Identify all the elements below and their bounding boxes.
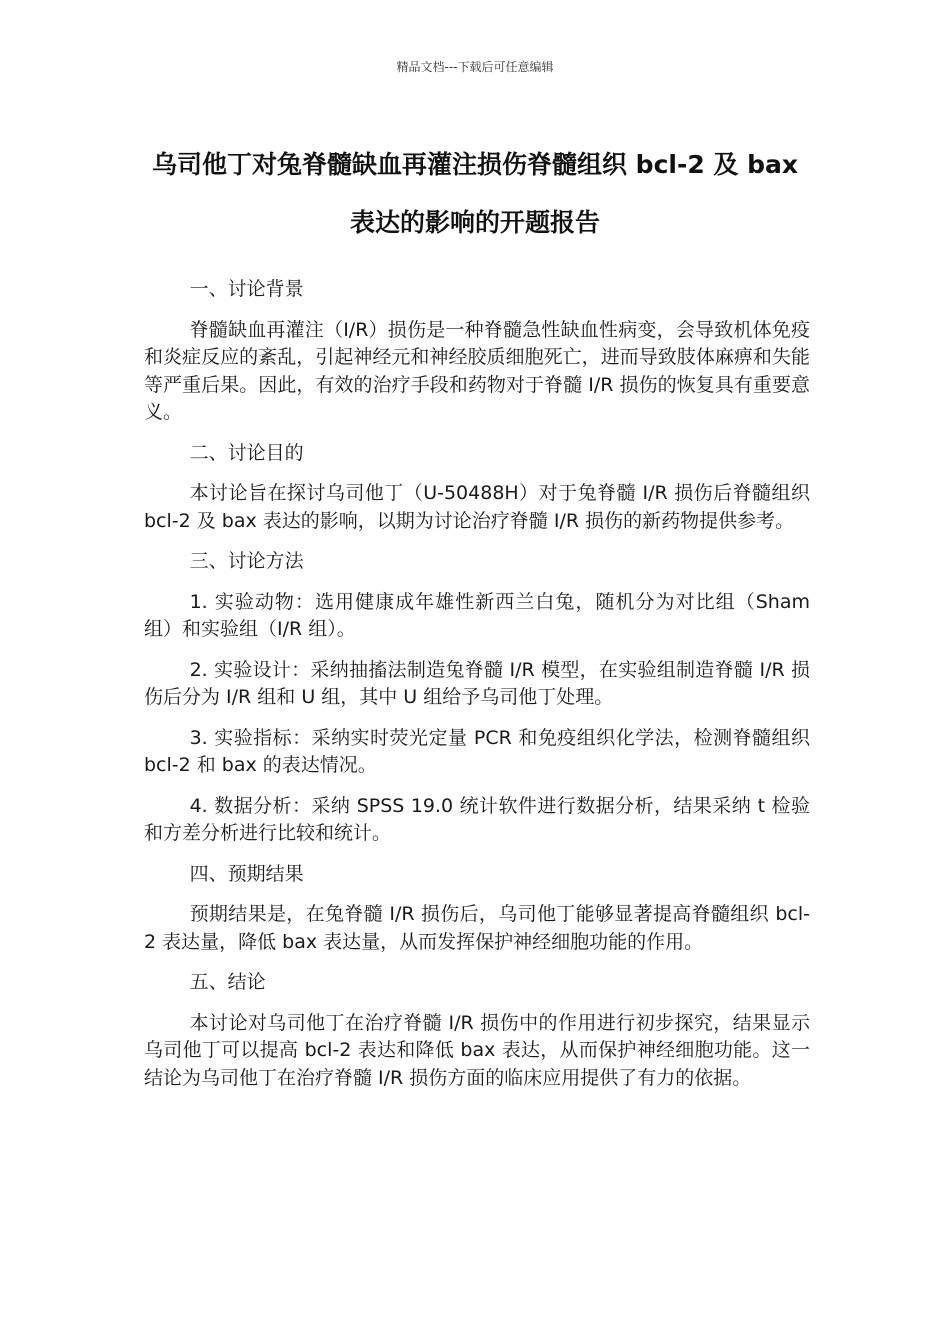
paragraph-background: 脊髓缺血再灌注（I/R）损伤是一种脊髓急性缺血性病变，会导致机体免疫和炎症反应的紊乱，引起神经元和神经胶质细胞死亡，进而导致肢体麻痹和失能等严重后果。因此，有效的治疗手段和药物对于脊髓 I/R 损伤的恢复具有重要意义。: [144, 318, 810, 423]
section-heading-conclusion: 五、结论: [189, 971, 266, 993]
section-heading-background: 一、讨论背景: [189, 278, 304, 300]
section-heading-purpose: 二、讨论目的: [189, 441, 304, 464]
paragraph-method-analysis: 4. 数据分析：采纳 SPSS 19.0 统计软件进行数据分析，结果采纳 t 检验和方差分析进行比较和统计。: [144, 794, 810, 844]
section-heading-methods: 三、讨论方法: [189, 550, 304, 572]
paragraph-method-indicators: 3. 实验指标：采纳实时荧光定量 PCR 和免疫组织化学法，检测脊髓组织 bcl-2 和 bax 的表达情况。: [144, 726, 810, 776]
header-note: 精品文档---下载后可任意编辑: [396, 60, 554, 74]
document-body: [144, 276, 810, 1105]
document-title: 乌司他丁对兔脊髓缺血再灌注损伤脊髓组织 bcl-2 及 bax 表达的影响的开题报告: [151, 150, 799, 237]
section-heading-expected: 四、预期结果: [189, 862, 304, 885]
paragraph-method-animals: 1. 实验动物：选用健康成年雄性新西兰白兔，随机分为对比组（Sham 组）和实验组（I/R 组）。: [144, 590, 810, 640]
paragraph-method-design: 2. 实验设计：采纳抽搐法制造兔脊髓 I/R 模型，在实验组制造脊髓 I/R 损伤后分为 I/R 组和 U 组，其中 U 组给予乌司他丁处理。: [144, 658, 810, 708]
paragraph-expected: 预期结果是，在兔脊髓 I/R 损伤后，乌司他丁能够显著提高脊髓组织 bcl-2 表达量，降低 bax 表达量，从而发挥保护神经细胞功能的作用。: [144, 903, 810, 953]
paragraph-purpose: 本讨论旨在探讨乌司他丁（U-50488H）对于兔脊髓 I/R 损伤后脊髓组织 bcl-2 及 bax 表达的影响，以期为讨论治疗脊髓 I/R 损伤的新药物提供参考。: [144, 482, 810, 532]
paragraph-conclusion: 本讨论对乌司他丁在治疗脊髓 I/R 损伤中的作用进行初步探究，结果显示乌司他丁可以提高 bcl-2 表达和降低 bax 表达，从而保护神经细胞功能。这一结论为乌司他丁在治疗脊髓 I/R 损伤方面的临床应用提供了有力的依据。: [144, 1011, 810, 1089]
